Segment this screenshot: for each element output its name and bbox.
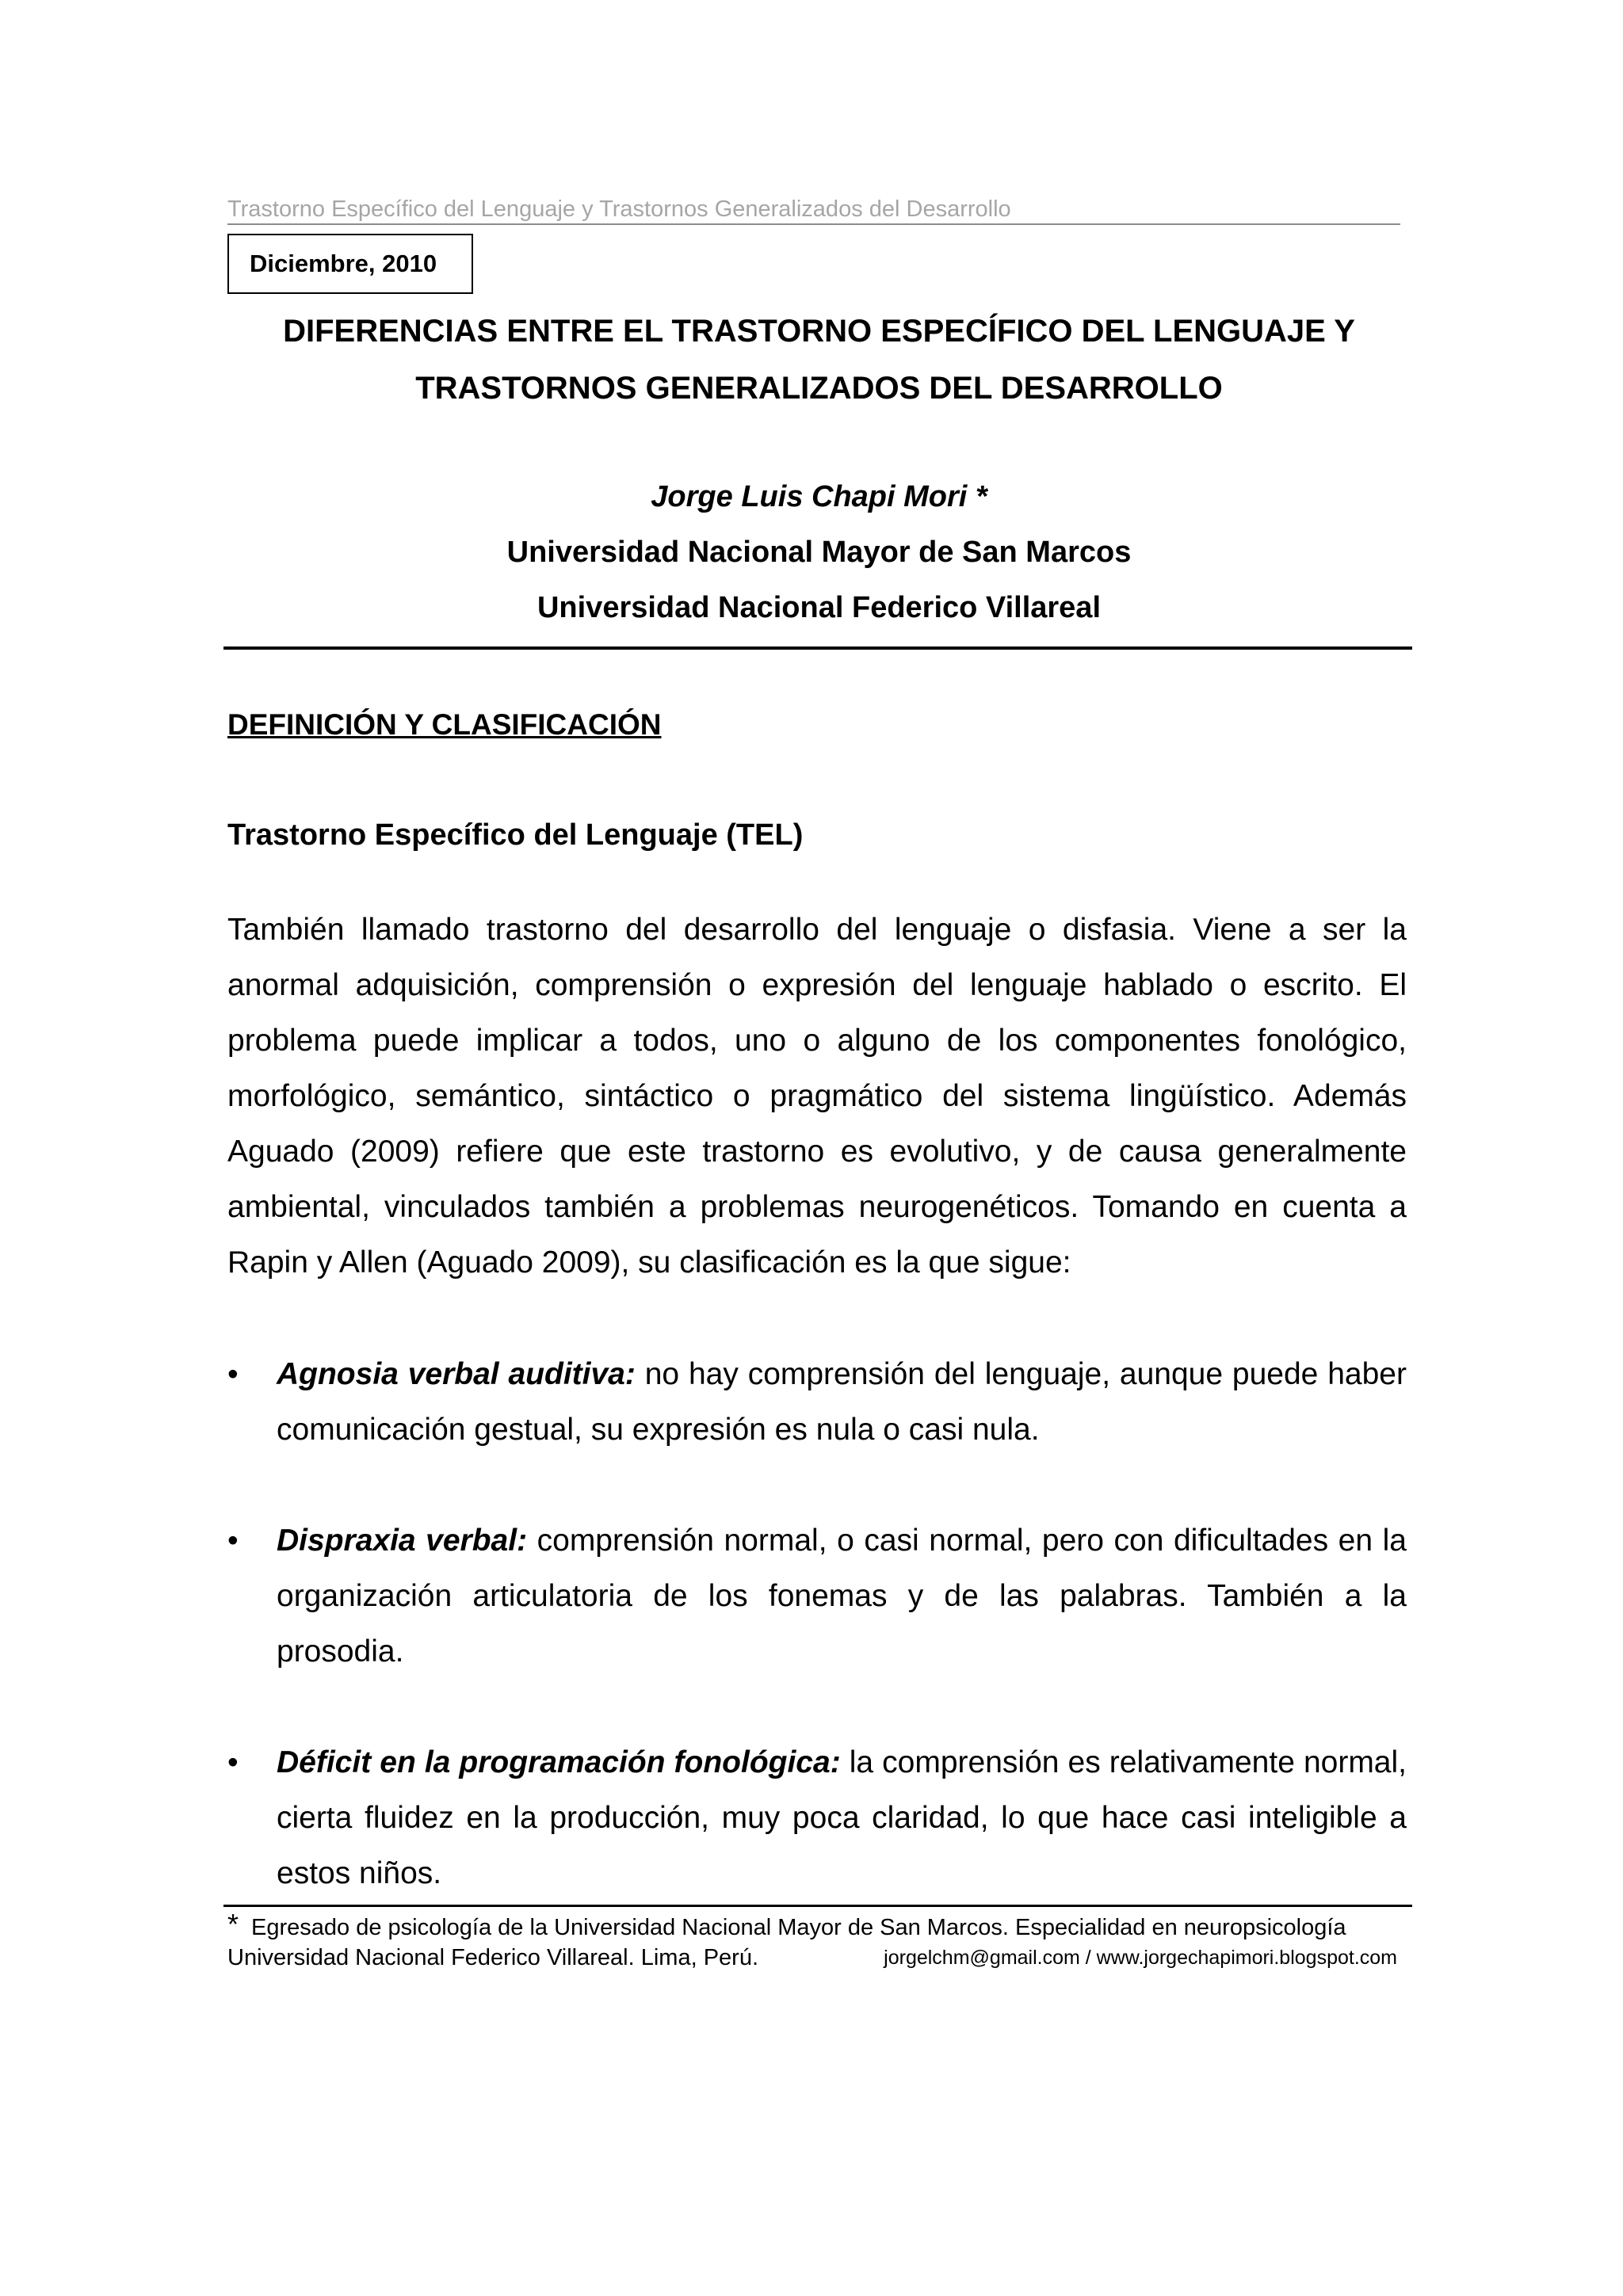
bullet-term: Dispraxia verbal: <box>277 1524 528 1558</box>
bullet-text: la comprensión es relativamente normal, cierta fluidez en la producción, muy poca claridad, lo que hace casi inteligible a estos niños. <box>277 1745 1407 1890</box>
date-box <box>227 234 473 294</box>
title-line-1: DIFERENCIAS ENTRE EL TRASTORNO ESPECÍFICO DEL LENGUAJE Y <box>283 314 1355 349</box>
bullet-icon: • <box>227 1524 239 1558</box>
classification-list <box>227 1347 1407 1901</box>
date-label: Diciembre, 2010 <box>250 250 437 277</box>
footnote-text-1: Egresado de psicología de la Universidad Nacional Mayor de San Marcos. Especialidad en neuropsicología <box>251 1915 1346 1940</box>
bullet-term: Déficit en la programación fonológica: <box>277 1745 841 1779</box>
footnote-divider <box>223 1905 1412 1907</box>
section-heading: DEFINICIÓN Y CLASIFICACIÓN <box>227 708 662 741</box>
bullet-text: no hay comprensión del lenguaje, aunque puede haber comunicación gestual, su expresión es nula o casi nula. <box>277 1357 1407 1447</box>
list-item <box>227 1347 1407 1458</box>
list-item <box>227 1735 1407 1901</box>
running-header: Trastorno Específico del Lenguaje y Trastornos Generalizados del Desarrollo <box>227 195 1400 225</box>
header-divider <box>223 646 1412 650</box>
footnote <box>227 1908 1408 1973</box>
subsection-heading: Trastorno Específico del Lenguaje (TEL) <box>227 818 804 852</box>
footnote-mark: * <box>227 1908 239 1940</box>
footnote-contact: jorgelchm@gmail.com / www.jorgechapimori.blogspot.com <box>884 1947 1397 1969</box>
footnote-text-2: Universidad Nacional Federico Villareal. Lima, Perú. <box>227 1945 759 1970</box>
author-name: Jorge Luis Chapi Mori * <box>651 480 987 513</box>
author-affiliation-1: Universidad Nacional Mayor de San Marcos <box>506 536 1132 569</box>
author-affiliation-2: Universidad Nacional Federico Villareal <box>537 591 1102 624</box>
footnote-line-2 <box>227 1943 1408 1973</box>
document-title <box>227 303 1411 417</box>
bullet-term: Agnosia verbal auditiva: <box>277 1357 636 1391</box>
title-line-2: TRASTORNOS GENERALIZADOS DEL DESARROLLO <box>415 371 1223 406</box>
list-item <box>227 1513 1407 1680</box>
bullet-icon: • <box>227 1357 239 1391</box>
body-paragraph: También llamado trastorno del desarrollo del lenguaje o disfasia. Viene a ser la anormal adquisición, comprensión o expresión del lenguaje hablado o escrito. El problema puede implicar a todos, uno o alguno de los componentes fonológico, morfológico, semántico, sintáctico o pragmático del sistema lingüístico. Además Aguado (2009) refiere que este trastorno es evolutivo, y de causa generalmente ambiental, vinculados también a problemas neurogenéticos. Tomando en cuenta a Rapin y Allen (Aguado 2009), su clasificación es la que sigue: <box>227 913 1407 1280</box>
bullet-icon: • <box>227 1745 239 1779</box>
bullet-text: comprensión normal, o casi normal, pero con dificultades en la organización articulatoria de los fonemas y de las palabras. También a la prosodia. <box>277 1524 1407 1669</box>
footnote-line-1 <box>227 1908 1408 1943</box>
